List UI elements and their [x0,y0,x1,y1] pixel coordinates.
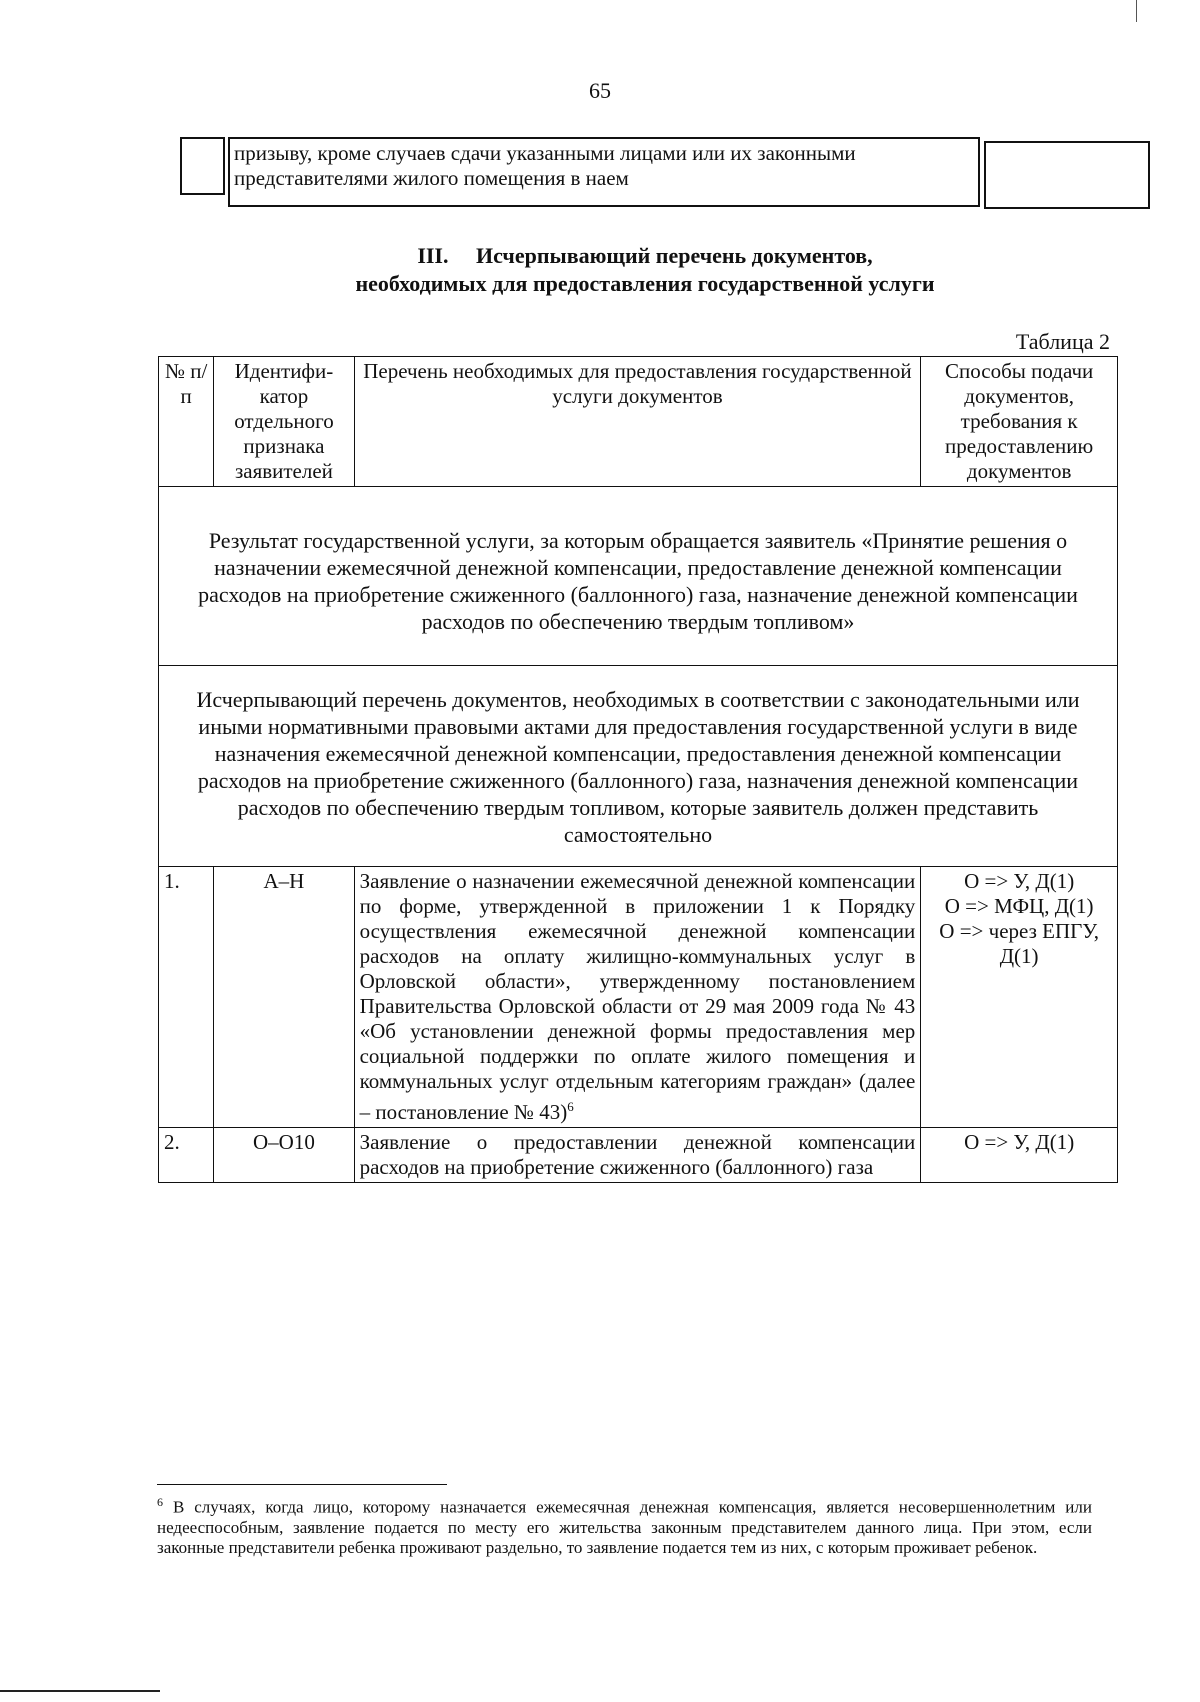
row-document-text: Заявление о назначении ежемесячной денежной компенсации по форме, утвержденной в приложении 1 к Порядку осуществления ежемесячной денежной компенсации расходов на оплату жилищно-коммунальных услуг в Орловской области», утвержденному постановлением Правительства Орловской области от 29 мая 2009 года № 43 «Об установлении денежной формы предоставления мер социальной поддержки по оплате жилого помещения и коммунальных услуг отдельным категориям граждан» (далее – постановление № 43) [359,869,916,1124]
table-row [159,867,1118,1128]
result-banner: Результат государственной услуги, за которым обращается заявитель «Принятие решения о назначении ежемесячной денежной компенсации, предоставление денежной компенсации расходов на приобретение сжиженного (баллонного) газа, назначение денежной компенсации расходов по обеспечению твердым топливом» [159,487,1118,666]
footnote-ref: 6 [567,1099,574,1114]
documents-table [158,356,1118,1183]
section-title-line-2: необходимых для предоставления государственной услуги [355,271,935,296]
scan-mark-top [1136,0,1137,22]
row-methods [921,1128,1118,1183]
row-document: Заявление о предоставлении денежной компенсации расходов на приобретение сжиженного (баллонного) газа [354,1128,921,1183]
method-item: О => через ЕПГУ, Д(1) [939,919,1099,968]
header-documents: Перечень необходимых для предоставления государственной услуги документов [354,357,921,487]
section-title [0,242,1200,298]
row-num: 1. [159,867,214,1128]
table-banner-row [159,666,1118,867]
section-title-line-1: III. Исчерпывающий перечень документов, [417,243,873,268]
footnote-divider [157,1484,447,1485]
header-methods: Способы подачи документов, требования к предоставлению документов [921,357,1118,487]
row-identifier: О–О10 [214,1128,354,1183]
row-identifier: А–Н [214,867,354,1128]
continuation-cell-text: призыву, кроме случаев сдачи указанными лицами или их законными представителями жилого помещения в наем [228,137,980,207]
row-document [354,867,921,1128]
continuation-table [180,137,1150,207]
method-item: О => У, Д(1) [964,869,1075,893]
table-header-row [159,357,1118,487]
table-row [159,1128,1118,1183]
scan-mark-bottom [0,1690,160,1692]
header-identifier: Идентифи-катор отдельного признака заявителей [214,357,354,487]
footnote-mark: 6 [157,1495,163,1509]
row-num: 2. [159,1128,214,1183]
method-item: О => У, Д(1) [964,1130,1075,1154]
table-banner-row [159,487,1118,666]
footnote [157,1492,1092,1558]
method-item: О => МФЦ, Д(1) [944,894,1094,918]
continuation-cell-left [180,137,225,195]
header-num: № п/п [159,357,214,487]
table-label: Таблица 2 [1015,329,1110,354]
continuation-cell-right [984,141,1150,209]
documents-list-banner: Исчерпывающий перечень документов, необходимых в соответствии с законодательными или иными нормативными правовыми актами для предоставления государственной услуги в виде назначения ежемесячной денежной компенсации, предоставления денежной компенсации расходов на приобретение сжиженного (баллонного) газа, назначения денежной компенсации расходов по обеспечению твердым топливом, которые заявитель должен представить самостоятельно [159,666,1118,867]
footnote-text: В случаях, когда лицо, которому назначается ежемесячная денежная компенсация, является несовершеннолетним или недееспособным, заявление подается по месту его жительства законным представителем данного лица. При этом, если законные представители ребенка проживают раздельно, то заявление подается тем из них, с которым проживает ребенок. [157,1497,1092,1557]
row-methods [921,867,1118,1128]
page-number: 65 [589,78,611,103]
